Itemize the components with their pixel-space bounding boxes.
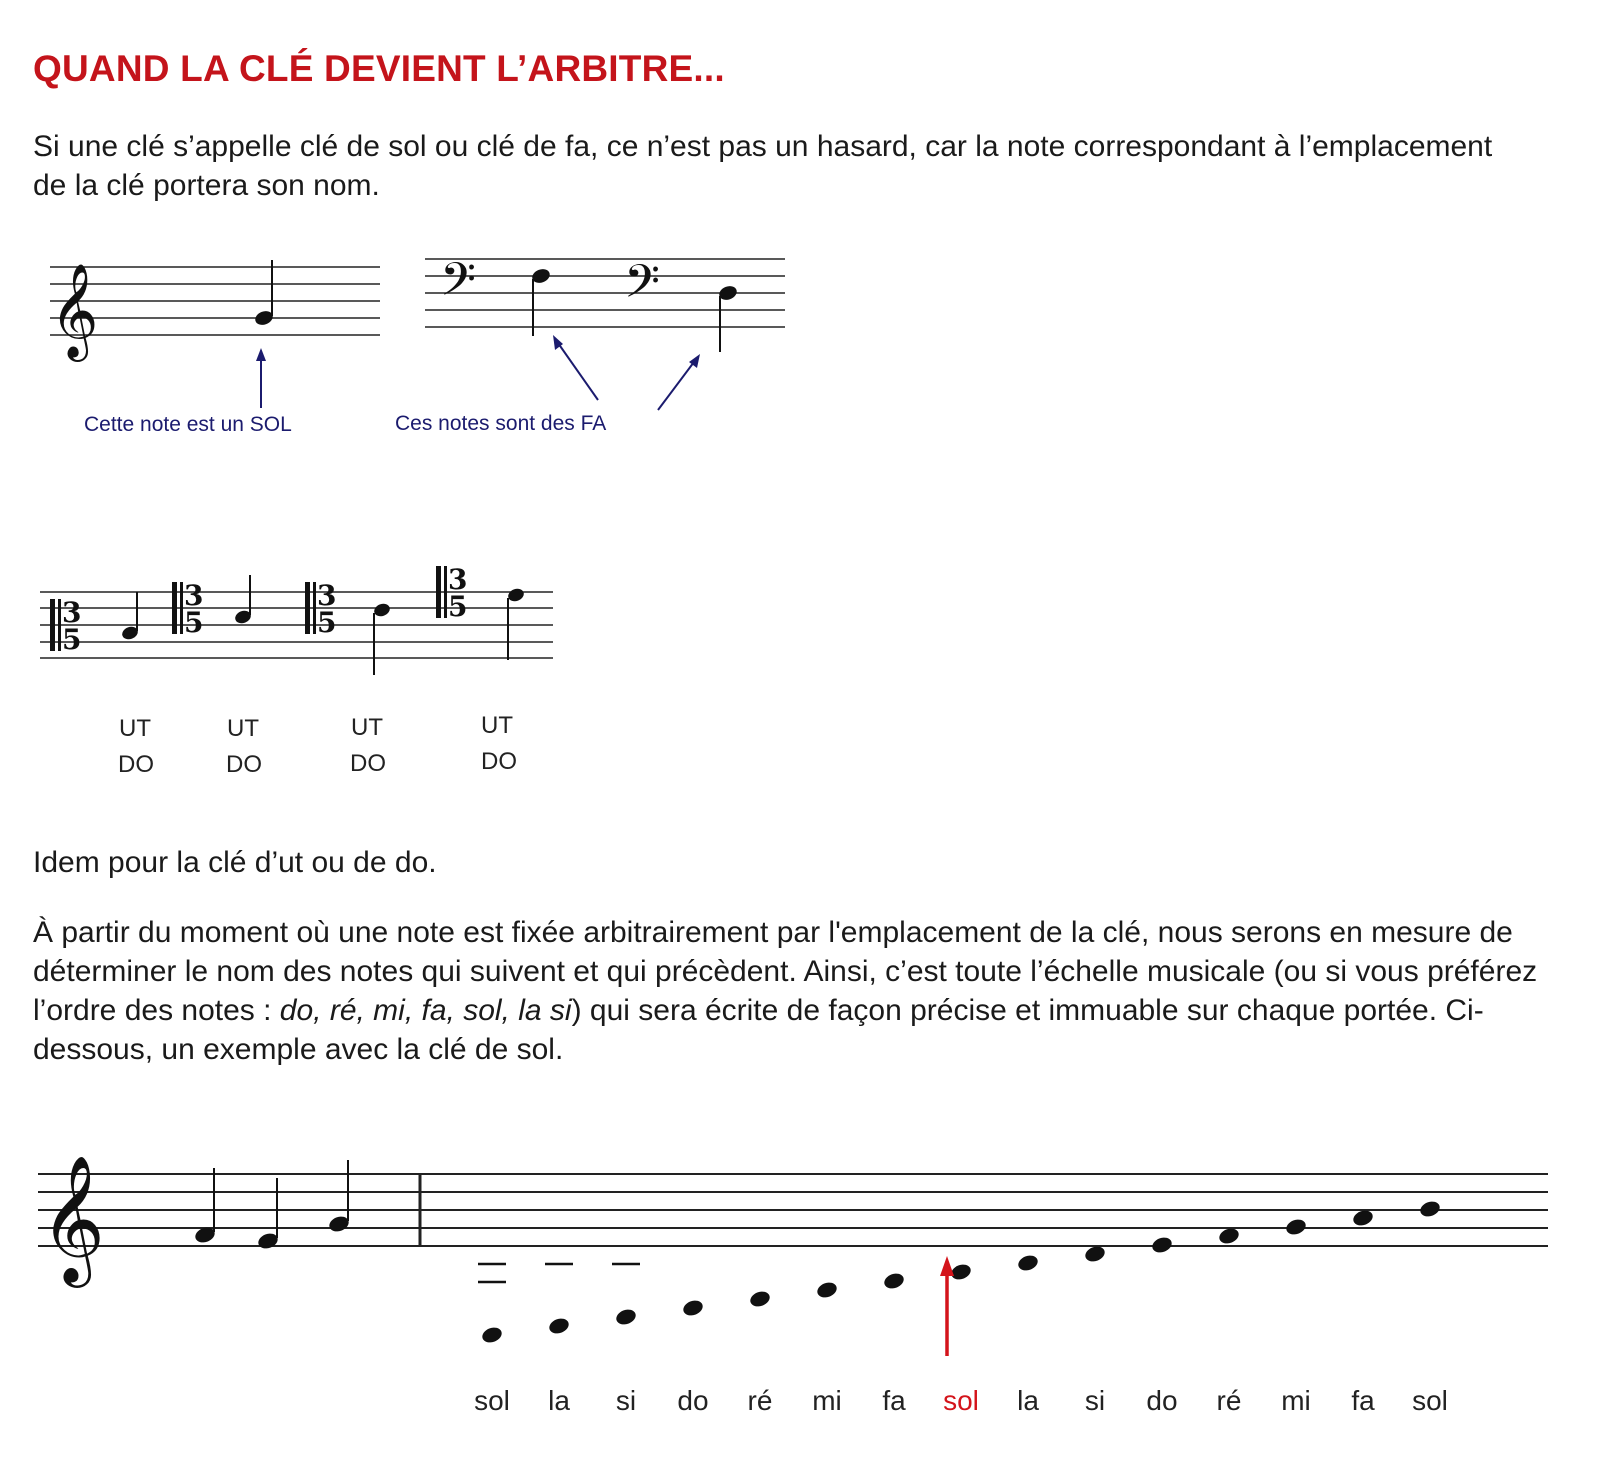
- note-ut-2: [233, 575, 252, 625]
- scale-note-name: sol: [1412, 1385, 1448, 1416]
- scale-note-name: ré: [747, 1385, 773, 1416]
- treble-caption: Cette note est un SOL: [84, 413, 292, 436]
- do-label: DO: [118, 751, 154, 778]
- note-ut-1: [120, 592, 139, 641]
- arrow-icon: [940, 1256, 954, 1356]
- arrow-icon: [256, 348, 266, 408]
- c-clef-icon: [305, 579, 336, 639]
- scale-note: [1217, 1226, 1241, 1246]
- note-sol: [253, 260, 274, 327]
- note-order: do, ré, mi, fa, sol, la si: [279, 994, 572, 1027]
- bass-clef-icon: 𝄢: [624, 255, 661, 320]
- scale-note: [1418, 1199, 1442, 1219]
- treble-clef-icon: 𝄞: [40, 1154, 106, 1282]
- scale-note: [1284, 1217, 1308, 1237]
- scale-note-name: sol: [474, 1385, 510, 1416]
- scale-note-name: do: [677, 1385, 709, 1416]
- clef-example-figure: [0, 240, 800, 440]
- svg-text:5: 5: [317, 606, 337, 639]
- scale-note-name: la: [1017, 1385, 1039, 1416]
- note-fa-2: [717, 284, 738, 352]
- scale-note-name: ré: [1216, 1385, 1242, 1416]
- scale-note: [1083, 1244, 1107, 1264]
- svg-text:3: 3: [184, 579, 204, 612]
- scale-note: [1351, 1208, 1375, 1228]
- scale-note-name: si: [615, 1385, 637, 1416]
- scale-note-names: [474, 1385, 1448, 1416]
- scale-note: [681, 1298, 705, 1318]
- svg-text:3: 3: [448, 563, 468, 596]
- scale-note: [614, 1307, 638, 1327]
- scale-note: [748, 1289, 772, 1309]
- scale-notes: [478, 1199, 1442, 1345]
- note-fa-1: [530, 267, 551, 336]
- do-label: DO: [226, 751, 262, 778]
- svg-text:5: 5: [184, 606, 204, 639]
- c-clef-figure: [0, 563, 600, 780]
- ut-label: UT: [119, 715, 151, 742]
- scale-note: [882, 1271, 906, 1291]
- svg-text:3: 3: [62, 596, 82, 629]
- c-clef-paragraph: Idem pour la clé d’ut ou de do.: [33, 846, 437, 879]
- c-clef-icon: [172, 579, 203, 639]
- scale-note-name: sol: [943, 1385, 979, 1416]
- scale-note-name: fa: [882, 1385, 906, 1416]
- arrow-icon: [553, 335, 700, 410]
- treble-clef-icon: 𝄞: [50, 263, 99, 358]
- svg-text:5: 5: [448, 590, 468, 623]
- do-label: DO: [350, 750, 386, 777]
- c-clef-icon: [50, 596, 81, 656]
- svg-text:5: 5: [62, 623, 82, 656]
- scale-note-name: la: [548, 1385, 570, 1416]
- scale-note: [547, 1316, 571, 1336]
- bass-caption: Ces notes sont des FA: [395, 412, 607, 435]
- scale-note-name: fa: [1351, 1385, 1375, 1416]
- svg-text:3: 3: [317, 579, 337, 612]
- scale-paragraph-text-end: ) qui sera écrite de façon précise et immuable sur chaque portée. Ci-dessous, un exemple avec la clé de sol.: [33, 994, 1484, 1066]
- note-ut-4: [506, 587, 525, 660]
- bass-clef-icon: 𝄢: [440, 253, 477, 318]
- note-ut-3: [372, 602, 391, 675]
- scale-note-name: mi: [1281, 1385, 1311, 1416]
- scale-note: [480, 1325, 504, 1345]
- scale-note: [1016, 1253, 1040, 1273]
- do-label: DO: [481, 748, 517, 775]
- scale-note: [815, 1280, 839, 1300]
- scale-note-name: do: [1146, 1385, 1178, 1416]
- ut-label: UT: [481, 712, 513, 739]
- scale-note: [1150, 1235, 1174, 1255]
- ut-label: UT: [227, 715, 259, 742]
- ut-do-labels: [118, 712, 517, 778]
- c-clef-icon: [436, 563, 467, 623]
- scale-figure: [0, 1120, 1560, 1450]
- scale-note: [949, 1262, 973, 1282]
- scale-note-name: mi: [812, 1385, 842, 1416]
- intro-paragraph: Si une clé s’appelle clé de sol ou clé de fa, ce n’est pas un hasard, car la note correspondant à l’emplacement de la clé portera son nom.: [33, 130, 1493, 202]
- scale-paragraph: [33, 913, 1568, 1069]
- page-title: QUAND LA CLÉ DEVIENT L’ARBITRE...: [33, 48, 725, 89]
- c-clef-staff: [40, 592, 553, 658]
- ut-label: UT: [351, 714, 383, 741]
- treble-staff: [50, 267, 380, 335]
- scale-paragraph-text: À partir du moment où une note est fixée arbitrairement par l'emplacement de la clé, nous serons en mesure de déterminer le nom des notes qui suivent et qui précèdent. Ainsi, c’est toute l’échelle musicale (ou si vous préférez l’ordre des notes :: [33, 916, 1538, 1027]
- scale-note-name: si: [1084, 1385, 1106, 1416]
